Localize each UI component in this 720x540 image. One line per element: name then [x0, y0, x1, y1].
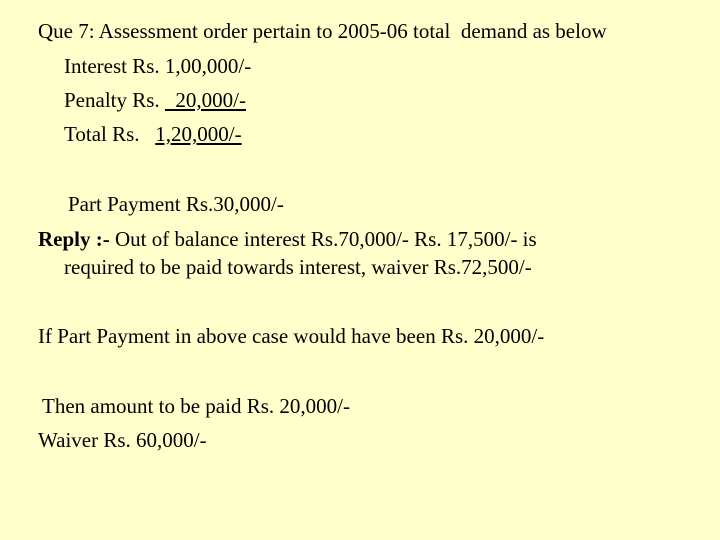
- question-title: Que 7: Assessment order pertain to 2005-06 total demand as below: [38, 19, 607, 43]
- reply-line-2: required to be paid towards interest, waiver Rs.72,500/-: [64, 255, 532, 279]
- part-payment-line: Part Payment Rs.30,000/-: [68, 192, 284, 216]
- scenario-condition: If Part Payment in above case would have been Rs. 20,000/-: [38, 324, 545, 348]
- scenario-waiver: Waiver Rs. 60,000/-: [38, 428, 207, 452]
- total-label: Total Rs.: [64, 122, 156, 146]
- interest-line: Interest Rs. 1,00,000/-: [64, 54, 252, 78]
- penalty-line: [64, 88, 246, 112]
- reply-line-1: [38, 227, 537, 251]
- total-amount: 1,20,000/-: [155, 122, 242, 146]
- reply-text-1: Out of balance interest Rs.70,000/- Rs. 17,500/- is: [109, 227, 537, 251]
- penalty-label: Penalty Rs.: [64, 88, 165, 112]
- reply-label: Reply :-: [38, 227, 110, 251]
- penalty-amount: 20,000/-: [164, 88, 246, 112]
- total-line: [64, 122, 242, 146]
- scenario-amount: Then amount to be paid Rs. 20,000/-: [42, 394, 350, 418]
